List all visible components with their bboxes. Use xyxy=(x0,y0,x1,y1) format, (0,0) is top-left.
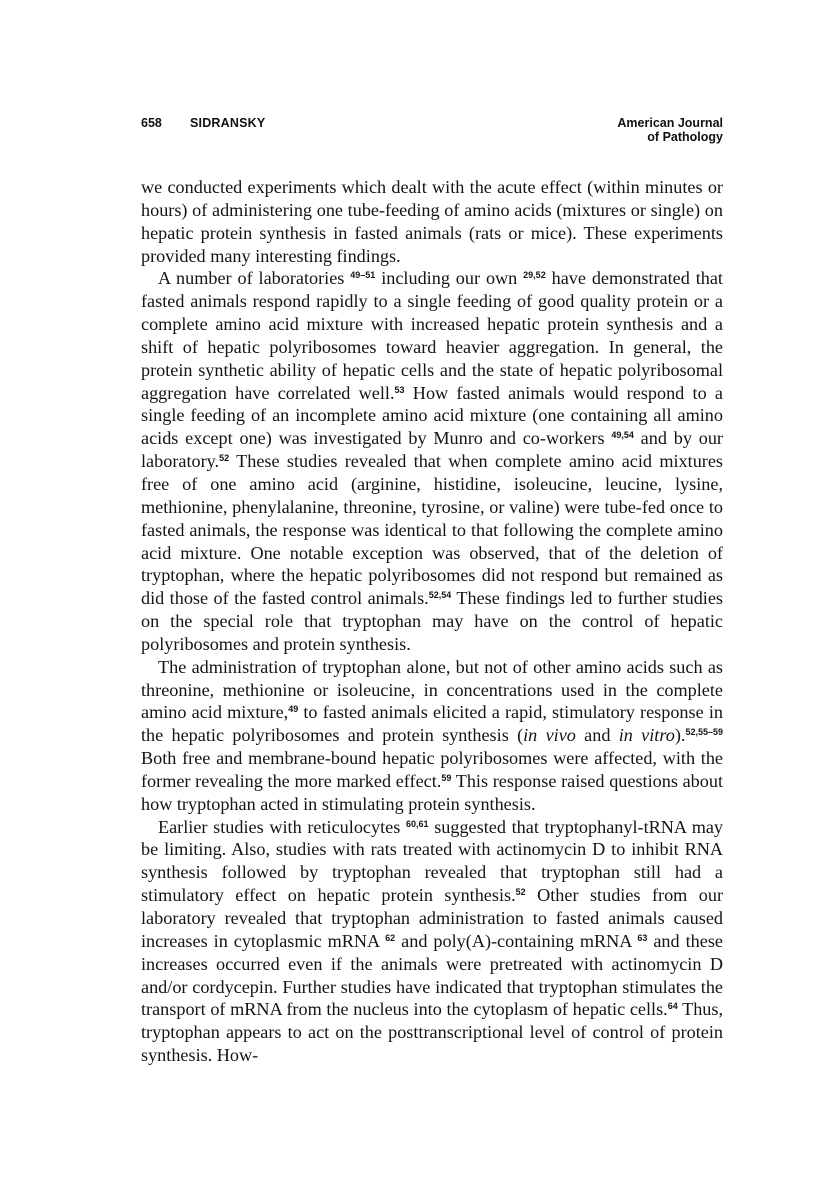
running-header xyxy=(141,116,725,156)
citation-reference: 49 xyxy=(288,704,299,715)
text-run: including our own xyxy=(375,268,524,289)
text-run: and by our laboratory. xyxy=(141,428,723,472)
citation-reference: 52,55–59 xyxy=(685,727,723,738)
citation-reference: 59 xyxy=(441,772,452,783)
text-run: ). xyxy=(674,725,686,746)
text-run: and these increases occurred even if the animals were pretreated with actinomycin D and/or cordycepin. Further studies have indicated that tryptophan stimulates the transport of mRNA from the nucleus into the cytoplasm of hepatic cells. xyxy=(141,930,723,1020)
paragraph xyxy=(141,267,723,655)
body-text xyxy=(141,176,723,1067)
citation-reference: 49,54 xyxy=(611,430,634,441)
text-run: The administration of tryptophan alone, but not of other amino acids such as threonine, methionine or isoleucine, in concentrations used in the complete amino acid mixture, xyxy=(141,656,723,723)
journal-title xyxy=(617,116,723,144)
journal-title-line-2: of Pathology xyxy=(647,130,723,144)
text-run: Other studies from our laboratory revealed that tryptophan administration to fasted animals caused increases in cytoplasmic mRNA xyxy=(141,885,724,951)
italic-term: in vivo xyxy=(523,725,576,746)
text-run: Thus, tryptophan appears to act on the posttranscriptional level of control of protein synthesis. How- xyxy=(141,999,724,1066)
citation-reference: 49–51 xyxy=(350,270,376,281)
text-run: Both free and membrane-bound hepatic polyribosomes were affected, with the former revealing the more marked effect. xyxy=(141,748,723,791)
citation-reference: 52,54 xyxy=(428,590,452,601)
text-run: A number of laboratories xyxy=(158,268,351,289)
journal-title-line-1: American Journal xyxy=(617,116,723,130)
running-author: SIDRANSKY xyxy=(190,116,266,130)
paragraph xyxy=(141,816,723,1067)
italic-term: in vitro xyxy=(618,725,675,746)
citation-reference: 60,61 xyxy=(405,818,429,829)
text-run: suggested that tryptophanyl-tRNA may be limiting. Also, studies with rats treated with actinomycin D to inhibit RNA synthesis followed by tryptophan revealed that tryptophan still had a stimulatory effect on hepatic protein synthesis. xyxy=(141,816,724,906)
text-run: and xyxy=(575,725,619,746)
text-run: This response raised questions about how tryptophan acted in stimulating protein synthesis. xyxy=(141,770,724,814)
text-run: These findings led to further studies on the special role that tryptophan may have on the control of hepatic polyribosomes and protein synthesis. xyxy=(141,588,723,654)
citation-reference: 53 xyxy=(394,384,405,395)
citation-reference: 29,52 xyxy=(523,270,546,281)
citation-reference: 62 xyxy=(385,932,396,943)
citation-reference: 64 xyxy=(667,1001,678,1012)
page-number: 658 xyxy=(141,116,162,130)
citation-reference: 52 xyxy=(515,887,526,898)
text-run: Earlier studies with reticulocytes xyxy=(158,816,406,837)
citation-reference: 63 xyxy=(637,932,648,943)
text-run: These studies revealed that when complete amino acid mixtures free of one amino acid (arginine, histidine, isoleucine, leucine, lysine, methionine, phenylalanine, threonine, tyrosine, or valine) were tube-fed once to fasted animals, the response was identical to that following the complete amino acid mixture. One notable exception was observed, that of the deletion of tryptophan, where the hepatic polyribosomes did not respond but remained as did those of the fasted control animals. xyxy=(141,451,723,609)
text-run: have demonstrated that fasted animals respond rapidly to a single feeding of good quality protein or a complete amino acid mixture with increased hepatic protein synthesis and a shift of hepatic polyribosomes toward heavier aggregation. In general, the protein synthetic ability of hepatic cells and the state of hepatic polyribosomal aggregation have correlated well. xyxy=(141,268,723,403)
text-run: we conducted experiments which dealt with the acute effect (within minutes or hours) of administering one tube-feeding of amino acids (mixtures or single) on hepatic protein synthesis in fasted animals (rats or mice). These experiments provided many interesting findings. xyxy=(141,177,723,266)
paragraph xyxy=(141,656,723,816)
text-run: to fasted animals elicited a rapid, stimulatory response in the hepatic polyribosomes and protein synthesis ( xyxy=(141,702,723,746)
text-run: How fasted animals would respond to a single feeding of an incomplete amino acid mixture (one containing all amino acids except one) was investigated by Munro and co-workers xyxy=(141,382,723,449)
text-run: and poly(A)-containing mRNA xyxy=(395,930,638,951)
citation-reference: 52 xyxy=(219,453,230,464)
paragraph xyxy=(141,176,723,267)
